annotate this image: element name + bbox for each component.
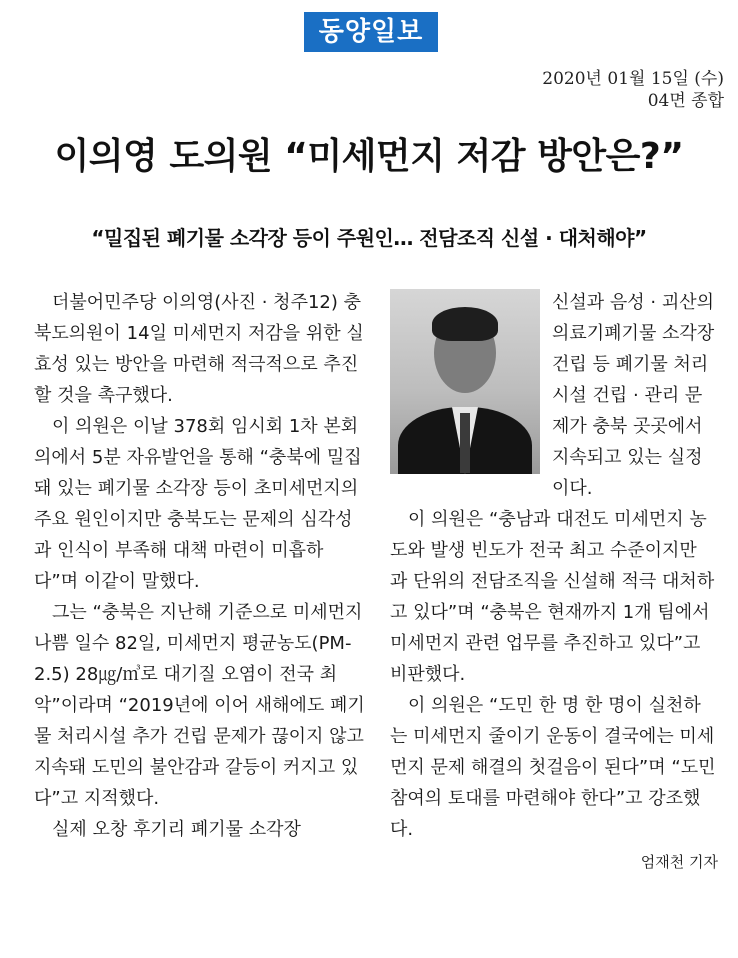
dateline (542, 68, 724, 112)
photo-hair (432, 307, 498, 341)
paragraph: 이 의원은 “충남과 대전도 미세먼지 농도와 발생 빈도가 전국 최고 수준이지만 과 단위의 전담조직을 신설해 적극 대처하고 있다”며 “충북은 현재까지 1개 팀에서 미세먼지 관련 업무를 추진하고 있다”고 비판했다. (390, 509, 715, 685)
article-headline: 이의영 도의원 “미세먼지 저감 방안은?” (54, 136, 684, 177)
newspaper-logo: 동양일보 (304, 12, 438, 52)
paragraph: 실제 오창 후기리 폐기물 소각장 (52, 819, 301, 840)
paragraph: 신설과 음성 · 괴산의 의료기폐기물 소각장 건립 등 폐기물 처리 시설 건립 · 관리 문제가 충북 곳곳에서 지속되고 있는 실정이다. (552, 292, 715, 499)
reporter-subject-photo (390, 289, 540, 474)
byline: 엄재천 기자 (640, 853, 718, 871)
publication-date: 2020년 01월 15일 (수) (542, 69, 724, 89)
paragraph: 더불어민주당 이의영(사진 · 청주12) 충북도의원이 14일 미세먼지 저감을 위한 실효성 있는 방안을 마련해 적극적으로 추진할 것을 촉구했다. (34, 292, 364, 406)
paragraph: 그는 “충북은 지난해 기준으로 미세먼지 나쁨 일수 82일, 미세먼지 평균농도(PM-2.5) 28㎍/㎥로 대기질 오염이 전국 최악”이라며 “2019년에 이어 새해에도 폐기물 처리시설 추가 건립 문제가 끊이지 않고 지속돼 도민의 불안감과 갈등이 커지고 있다”고 지적했다. (34, 602, 365, 809)
photo-tie (460, 413, 470, 473)
paragraph: 이 의원은 이날 378회 임시회 1차 본회의에서 5분 자유발언을 통해 “충북에 밀집돼 있는 폐기물 소각장 등이 초미세먼지의 주요 원인이지만 충북도는 문제의 심각성과 인식이 부족해 대책 마련이 미흡하다”며 이같이 말했다. (34, 416, 362, 592)
article-column-left (34, 287, 366, 845)
page-section: 04면 종합 (647, 91, 724, 111)
paragraph: 이 의원은 “도민 한 명 한 명이 실천하는 미세먼지 줄이기 운동이 결국에는 미세먼지 문제 해결의 첫걸음이 된다”며 “도민 참여의 토대를 마련해야 한다”고 강조했다. (390, 695, 716, 840)
article-column-right (390, 287, 718, 878)
article-subhead: “밀집된 폐기물 소각장 등이 주원인… 전담조직 신설 · 대처해야” (91, 226, 647, 250)
